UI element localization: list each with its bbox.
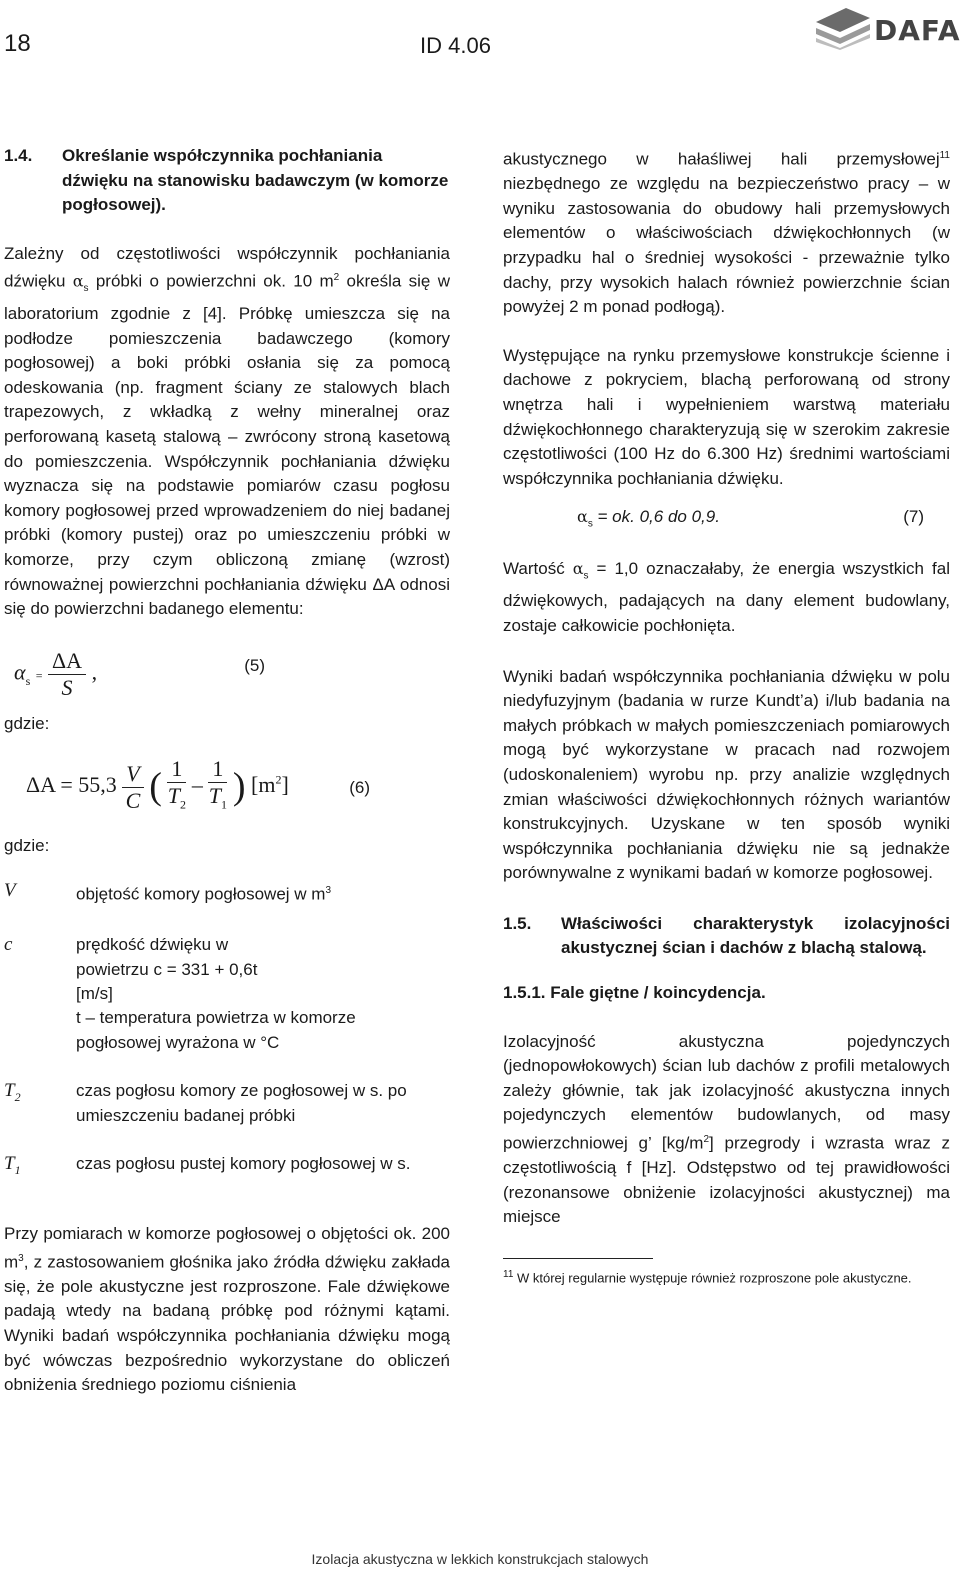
formula-expression [14,648,97,701]
subscript: 1 [14,1162,21,1177]
text: niezbędnego ze względu na bezpieczeństwo pracy – w wyniku zastosowania do obudowy hali przemysłowych elementów o właściwościach dźwiękochłonnych (w przypadku hal o średniej wysokości - przeważnie tylko dachy, przy wysokich halach również powierzchnie ścian powyżej 2 m ponad podłogą). [503,174,950,317]
formula-text: = ok. 0,6 do 0,9. [592,507,720,527]
superscript: 3 [18,1252,24,1264]
footnote-number: 11 [503,1269,514,1281]
fraction [48,648,86,701]
paragraph [503,1030,950,1230]
where-label: gdzie: [4,836,50,856]
formula-equals: = [35,668,43,683]
numerator: 1 [208,756,227,783]
text: określa się w laboratorium zgodnie z [4]. Próbkę umieszcza się na podłodze pomieszczenia badawczego (komory pogłosowej) a boki próbki osłania się za pomocą odeskowania (np. fragment ściany ze stalowych blach trapezowych, z wkładką z wełny mineralnej oraz perforowaną kasetą stalową – zwrócony stroną kasetową do pomieszczenia. Współczynnik pochłaniania dźwięku wyznacza się na podstawie pomiarów czasu pogłosu komory pogłosowej przed wprowadzeniem do niej badanej próbki (komory pustej) oraz po umieszczeniu próbki w komorze, przy czym obliczoną zmianę (wzrost) równoważnej powierzchni pochłaniania dźwięku ΔA odnosi się do powierzchni badanego elementu: [4,272,450,619]
section-heading-1-5 [503,912,950,961]
definition-text: prędkość dźwięku w powietrzu c = 331 + 0,6t [m/s] [76,934,258,1004]
formula-unit: [m [251,772,276,798]
subscript: s [583,570,589,582]
superscript: 2 [333,272,340,284]
definition-text: czas pogłosu pustej komory pogłosowej w s. [76,1153,411,1173]
alpha-symbol: α [72,272,84,292]
text: Przy pomiarach w komorze pogłosowej o objętości ok. 200 m [4,1223,450,1272]
superscript: 3 [325,884,332,896]
text: = 1,0 oznaczałaby, że energia wszystkich fal dźwiękowych, padających na dany element budowlany, zostaje całkowicie pochłonięta. [503,559,950,635]
denominator [208,783,227,817]
subscript: 2 [179,797,186,812]
footnote [503,1265,950,1288]
formula-subscript: s [25,673,31,688]
subscript: s [83,283,89,295]
definition-row [4,879,450,933]
text: Zależny od częstotliwości współczynnik pochłaniania dźwięku [4,243,450,292]
fraction-1-t2 [167,756,186,817]
denominator: S [61,674,73,700]
definition-list [4,879,450,1218]
footnote-ref: 11 [939,150,950,161]
symbol: T [167,783,180,809]
text: objętość komory pogłosowej w m [76,884,326,904]
page-footer: Izolacja akustyczna w lekkich konstrukcjach stalowych [311,1551,649,1567]
definition-symbol [4,933,76,1006]
definition-symbol [4,879,76,933]
where-label: gdzie: [4,713,50,733]
section-title: Określanie współczynnika pochłaniania dźwięku na stanowisku badawczym (w komorze pogłosowej). [62,146,449,215]
section-heading-1-4 [4,144,450,218]
symbol: c [4,933,13,955]
section-title: Właściwości charakterystyk izolacyjności akustycznej ścian i dachów z blachą stalową. [561,913,950,958]
text: akustycznego w hałaśliwej hali przemysłowej [503,149,940,169]
right-column [503,144,950,1288]
definition-text [76,879,450,933]
definition-row [4,1152,450,1218]
symbol: T [4,1152,15,1174]
formula-expression [577,505,720,537]
definition-symbol [4,1006,76,1079]
paragraph [4,242,450,622]
paragraph [503,144,950,320]
numerator: V [122,761,143,788]
formula-7 [503,505,950,557]
definition-row [4,933,450,1006]
definition-text: t – temperatura powietrza w komorze pogłosowej wyrażona w °C [76,1007,356,1052]
left-column [4,144,450,1398]
paragraph [503,557,950,638]
formula-unit-end: ] [281,772,289,798]
symbol: T [4,1079,15,1101]
formula-5 [4,648,450,712]
page-number: 18 [4,30,31,57]
section-number: 1.5. [503,913,532,933]
section-number: 1.4. [4,146,33,165]
text: ] przegrody i wzrasta wraz z częstotliwością f [Hz]. Odstępstwo od tej prawidłowości (rezonansowe obniżenie izolacyjności akustycznej) ma miejsce [503,1133,950,1227]
formula-number: (7) [903,507,924,527]
subscript: s [587,518,593,530]
definition-symbol [4,1152,76,1218]
formula-lhs: ΔA = 55,3 [26,772,117,798]
document-id: ID 4.06 [420,33,491,58]
paragraph [4,1222,450,1398]
text: próbki o powierzchni ok. 10 m [88,272,334,292]
denominator [167,783,186,817]
paragraph: Wyniki badań współczynnika pochłaniania dźwięku w polu niedyfuzyjnym (badania w rurze Kundt’a) i/lub badania na małych próbkach w małych pomieszczeniach pomiarowych mogą być wykorzystane w pracach nad rozwojem (udoskonaleniem) wyrobu np. przy analizie względnych zmian właściwości dźwiękochłonnych różnych wariantów konstrukcyjnych. Uzyskane w ten sposób wyniki współczynnika pochłaniania dźwięku nie są jednakże porównywalne z wynikami badań w komorze pogłosowej. [503,666,950,883]
text: Wartość [503,559,573,579]
logo-text: DAFA [874,14,960,47]
subscript: 1 [220,797,227,812]
definition-row [4,1079,450,1152]
footnote-text: W której regularnie występuje również rozproszone pole akustyczne. [513,1270,912,1286]
text: Izolacyjność akustyczna pojedynczych (jednopowłokowych) ścian lub dachów z profili metalowych zależy głównie, tak jak izolacyjność akustyczna innych pojedynczych elementów budowlanych, od masy powierzchniowej g’ [kg/m [503,1031,950,1153]
subsection-heading-1-5-1: 1.5.1. Fale giętne / koincydencja. [503,983,766,1003]
dafa-logo-mark-icon [812,4,872,50]
superscript: 2 [703,1134,710,1146]
definition-symbol [4,1079,76,1152]
formula-comma: , [91,659,98,685]
definition-row [4,1006,450,1079]
formula-minus: – [191,772,203,798]
footnote-divider [503,1258,653,1259]
formula-number: (6) [349,778,370,798]
alpha-symbol: α [572,559,584,579]
superscript: 2 [275,772,282,787]
denominator: C [125,787,141,813]
text: , z zastosowaniem głośnika jako źródła dźwięku zakłada się, że pole akustyczne jest rozproszone. Fale dźwiękowe padają wtedy na badaną próbkę pod różnymi kątami. Wyniki badań współczynnika pochłaniania dźwięku mogą być wówczas bezpośrednio wykorzystane do obliczeń obniżenia średniego poziomu ciśnienia [4,1252,450,1395]
formula-number: (5) [244,655,265,675]
paragraph: Występujące na rynku przemysłowe konstrukcje ścienne i dachowe z pokryciem, blachą perforowaną od strony wnętrza hali i wypełnieniem warstwą materiału dźwiękochłonnego charakteryzują się w szerokim zakresie częstotliwości (100 Hz do 6.300 Hz) średnimi wartościami współczynnika pochłaniania dźwięku. [503,345,950,488]
dafa-logo [812,4,960,50]
formula-expression: ΔA = 55,3 $\frac{V}{C}$ ( $\frac{1}{T_2}$ – $\frac{1}{T_1}$ ) $[m^2]$ [26,756,289,817]
fraction-v-c [122,761,143,814]
subscript: 2 [14,1089,21,1104]
numerator: ΔA [48,648,86,675]
formula-6 [4,756,450,828]
alpha-symbol: α [577,507,588,527]
numerator: 1 [167,756,186,783]
definition-text: czas pogłosu komory ze pogłosowej w s. po umieszczeniu badanej próbki [76,1080,407,1125]
formula-alpha: α [14,659,26,685]
symbol: T [208,783,221,809]
fraction-1-t1 [208,756,227,817]
symbol: V [4,879,16,901]
